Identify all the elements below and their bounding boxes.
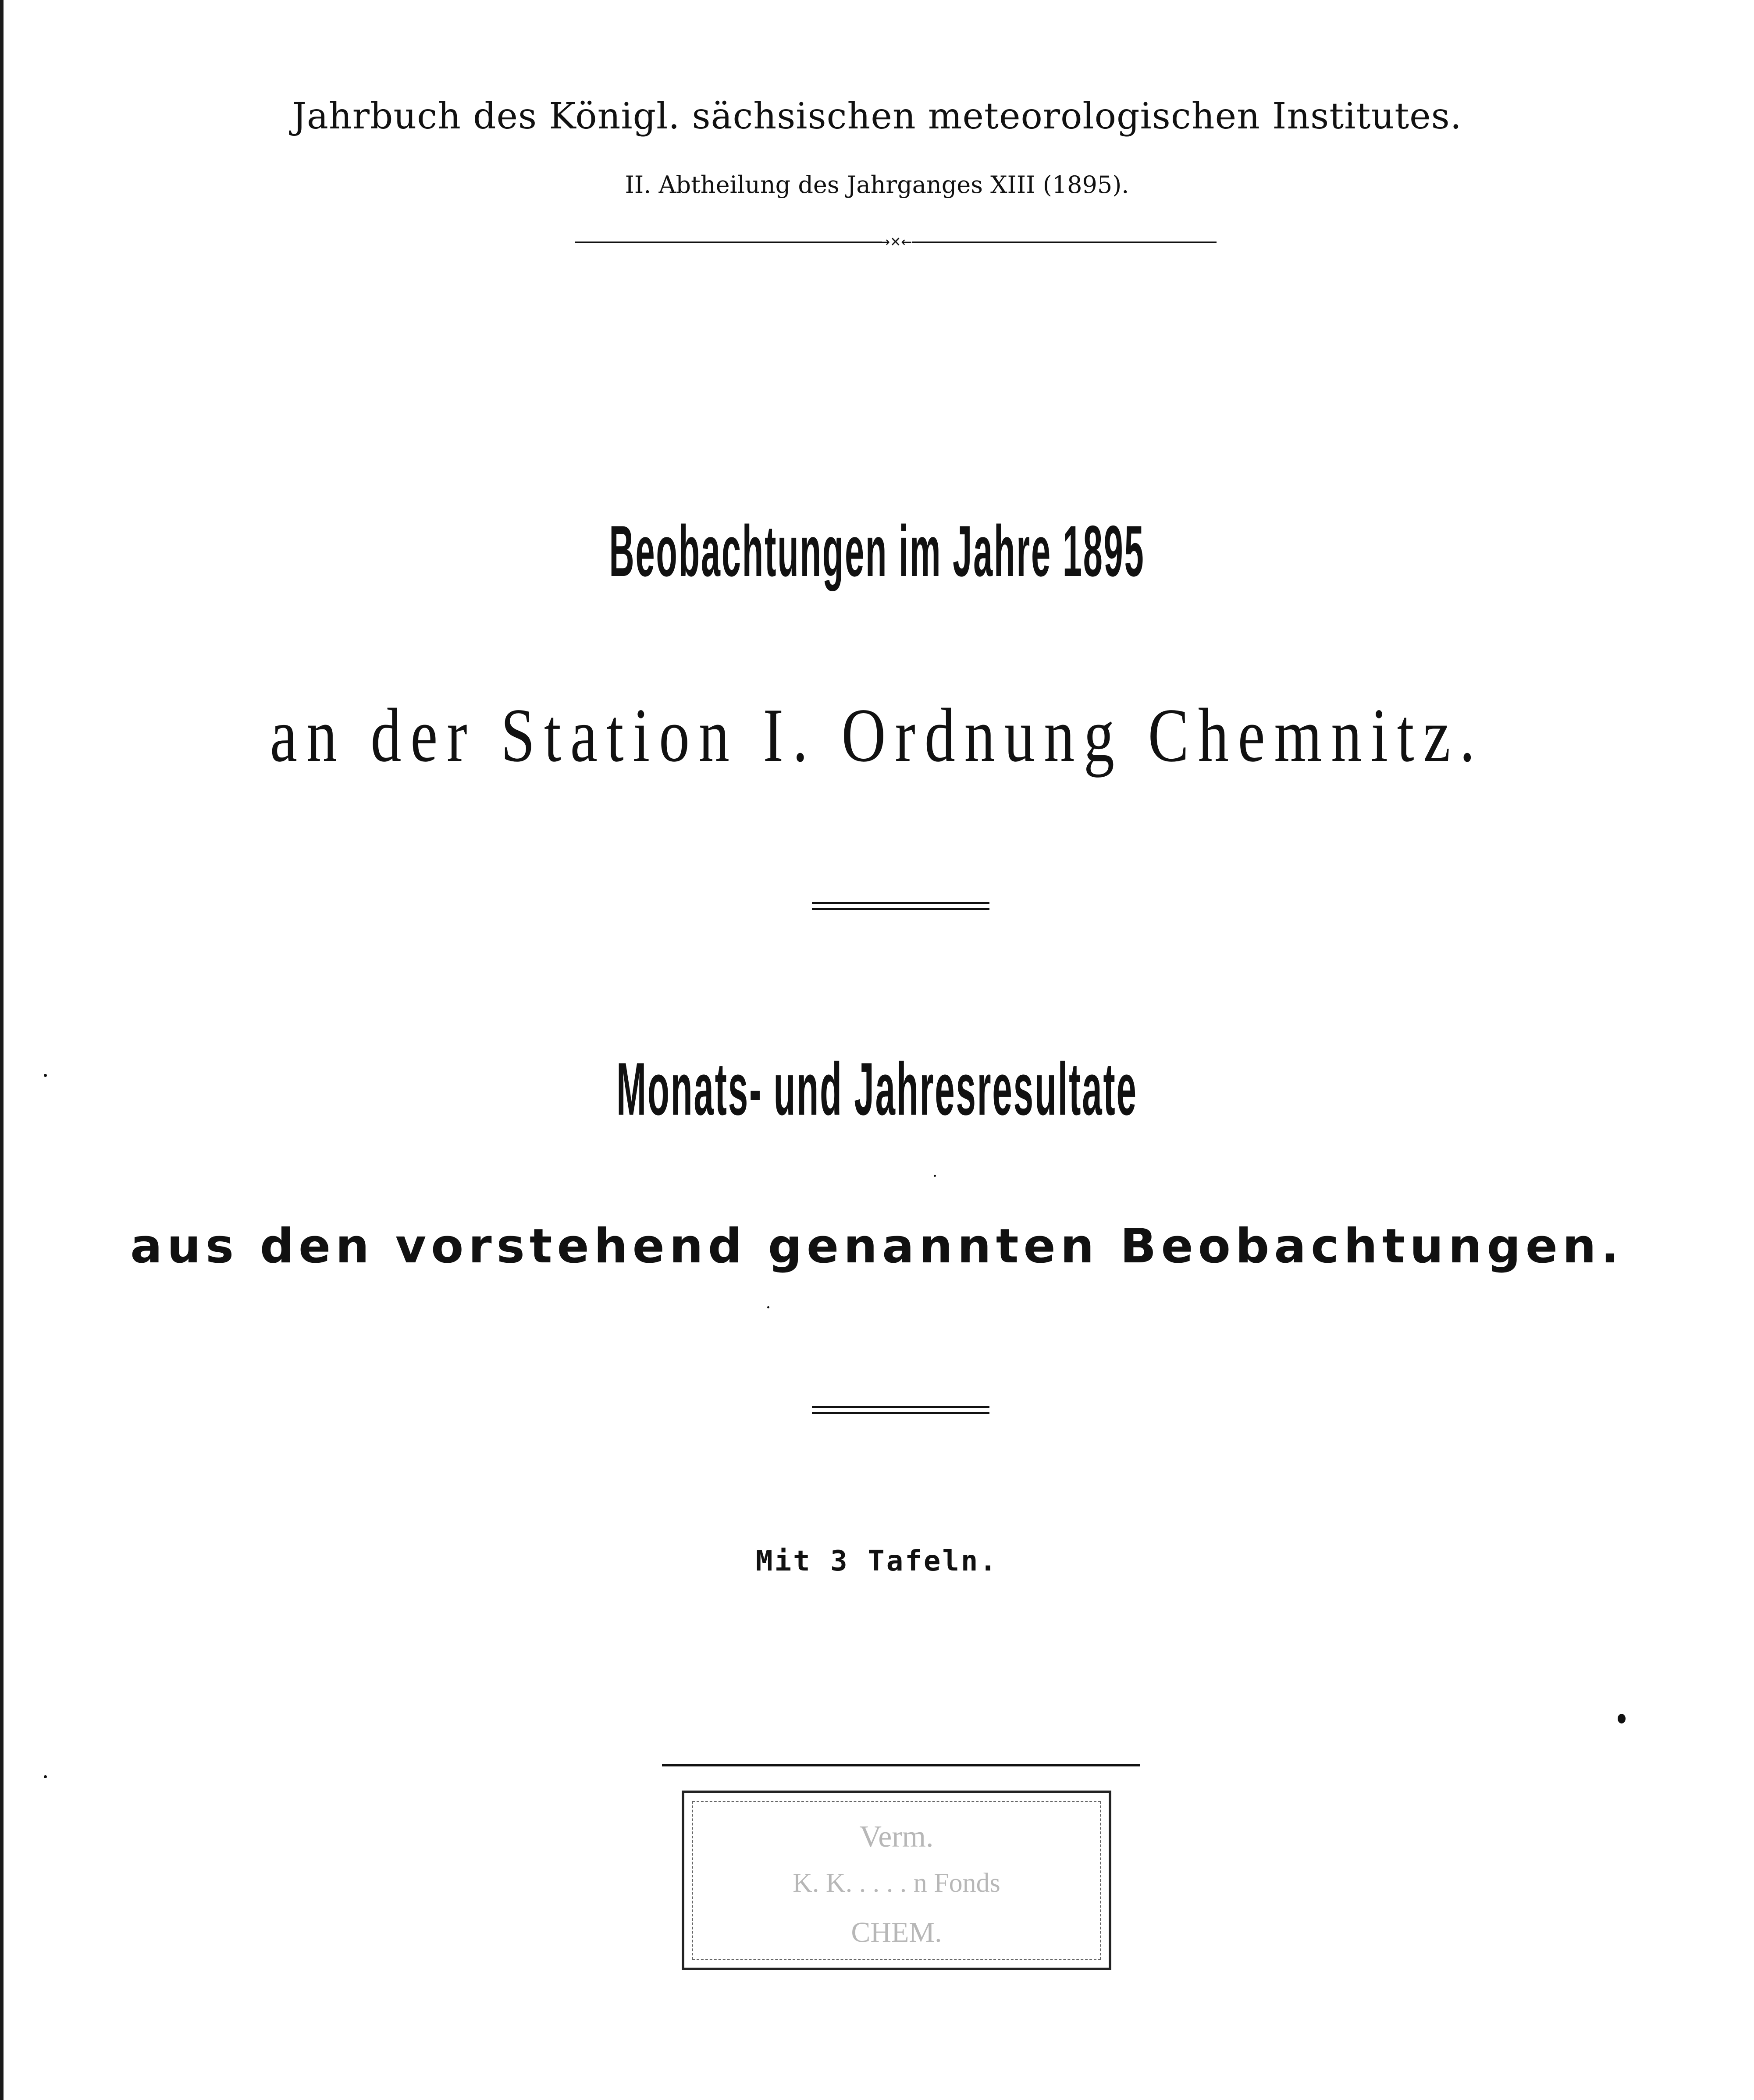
section-divider-1 (812, 902, 989, 910)
plates-note: Mit 3 Tafeln. (756, 1545, 998, 1578)
series-title: Jahrbuch des Königl. sächsischen meteorologischen Institutes. (292, 96, 1462, 137)
divider-ornament-icon: →✕← (879, 235, 912, 250)
ink-speck (44, 1775, 47, 1778)
bottom-rule (662, 1764, 1140, 1766)
ink-speck (767, 1306, 769, 1308)
header-rule-right (912, 242, 1217, 243)
main-title: Beobachtungen im Jahre 1895 (609, 511, 1145, 591)
scan-binding-edge (0, 0, 4, 2100)
header-rule-left (575, 242, 882, 243)
stamp-line-1: Verm. (859, 1820, 934, 1854)
library-stamp (682, 1791, 1111, 1970)
ink-speck (44, 1074, 47, 1077)
results-title: Monats- und Jahresresultate (616, 1048, 1138, 1131)
results-subtitle: aus den vorstehend genannten Beobachtungen. (130, 1219, 1624, 1274)
section-divider-2 (812, 1406, 989, 1414)
ink-speck (934, 1175, 936, 1177)
series-subtitle: II. Abtheilung des Jahrganges XIII (1895). (625, 171, 1129, 199)
stamp-line-3: CHEM. (851, 1916, 942, 1948)
stamp-line-2: K. K. . . . . n Fonds (793, 1868, 1000, 1898)
ink-speck (1618, 1714, 1626, 1723)
station-line: an der Station I. Ordnung Chemnitz. (270, 693, 1484, 778)
